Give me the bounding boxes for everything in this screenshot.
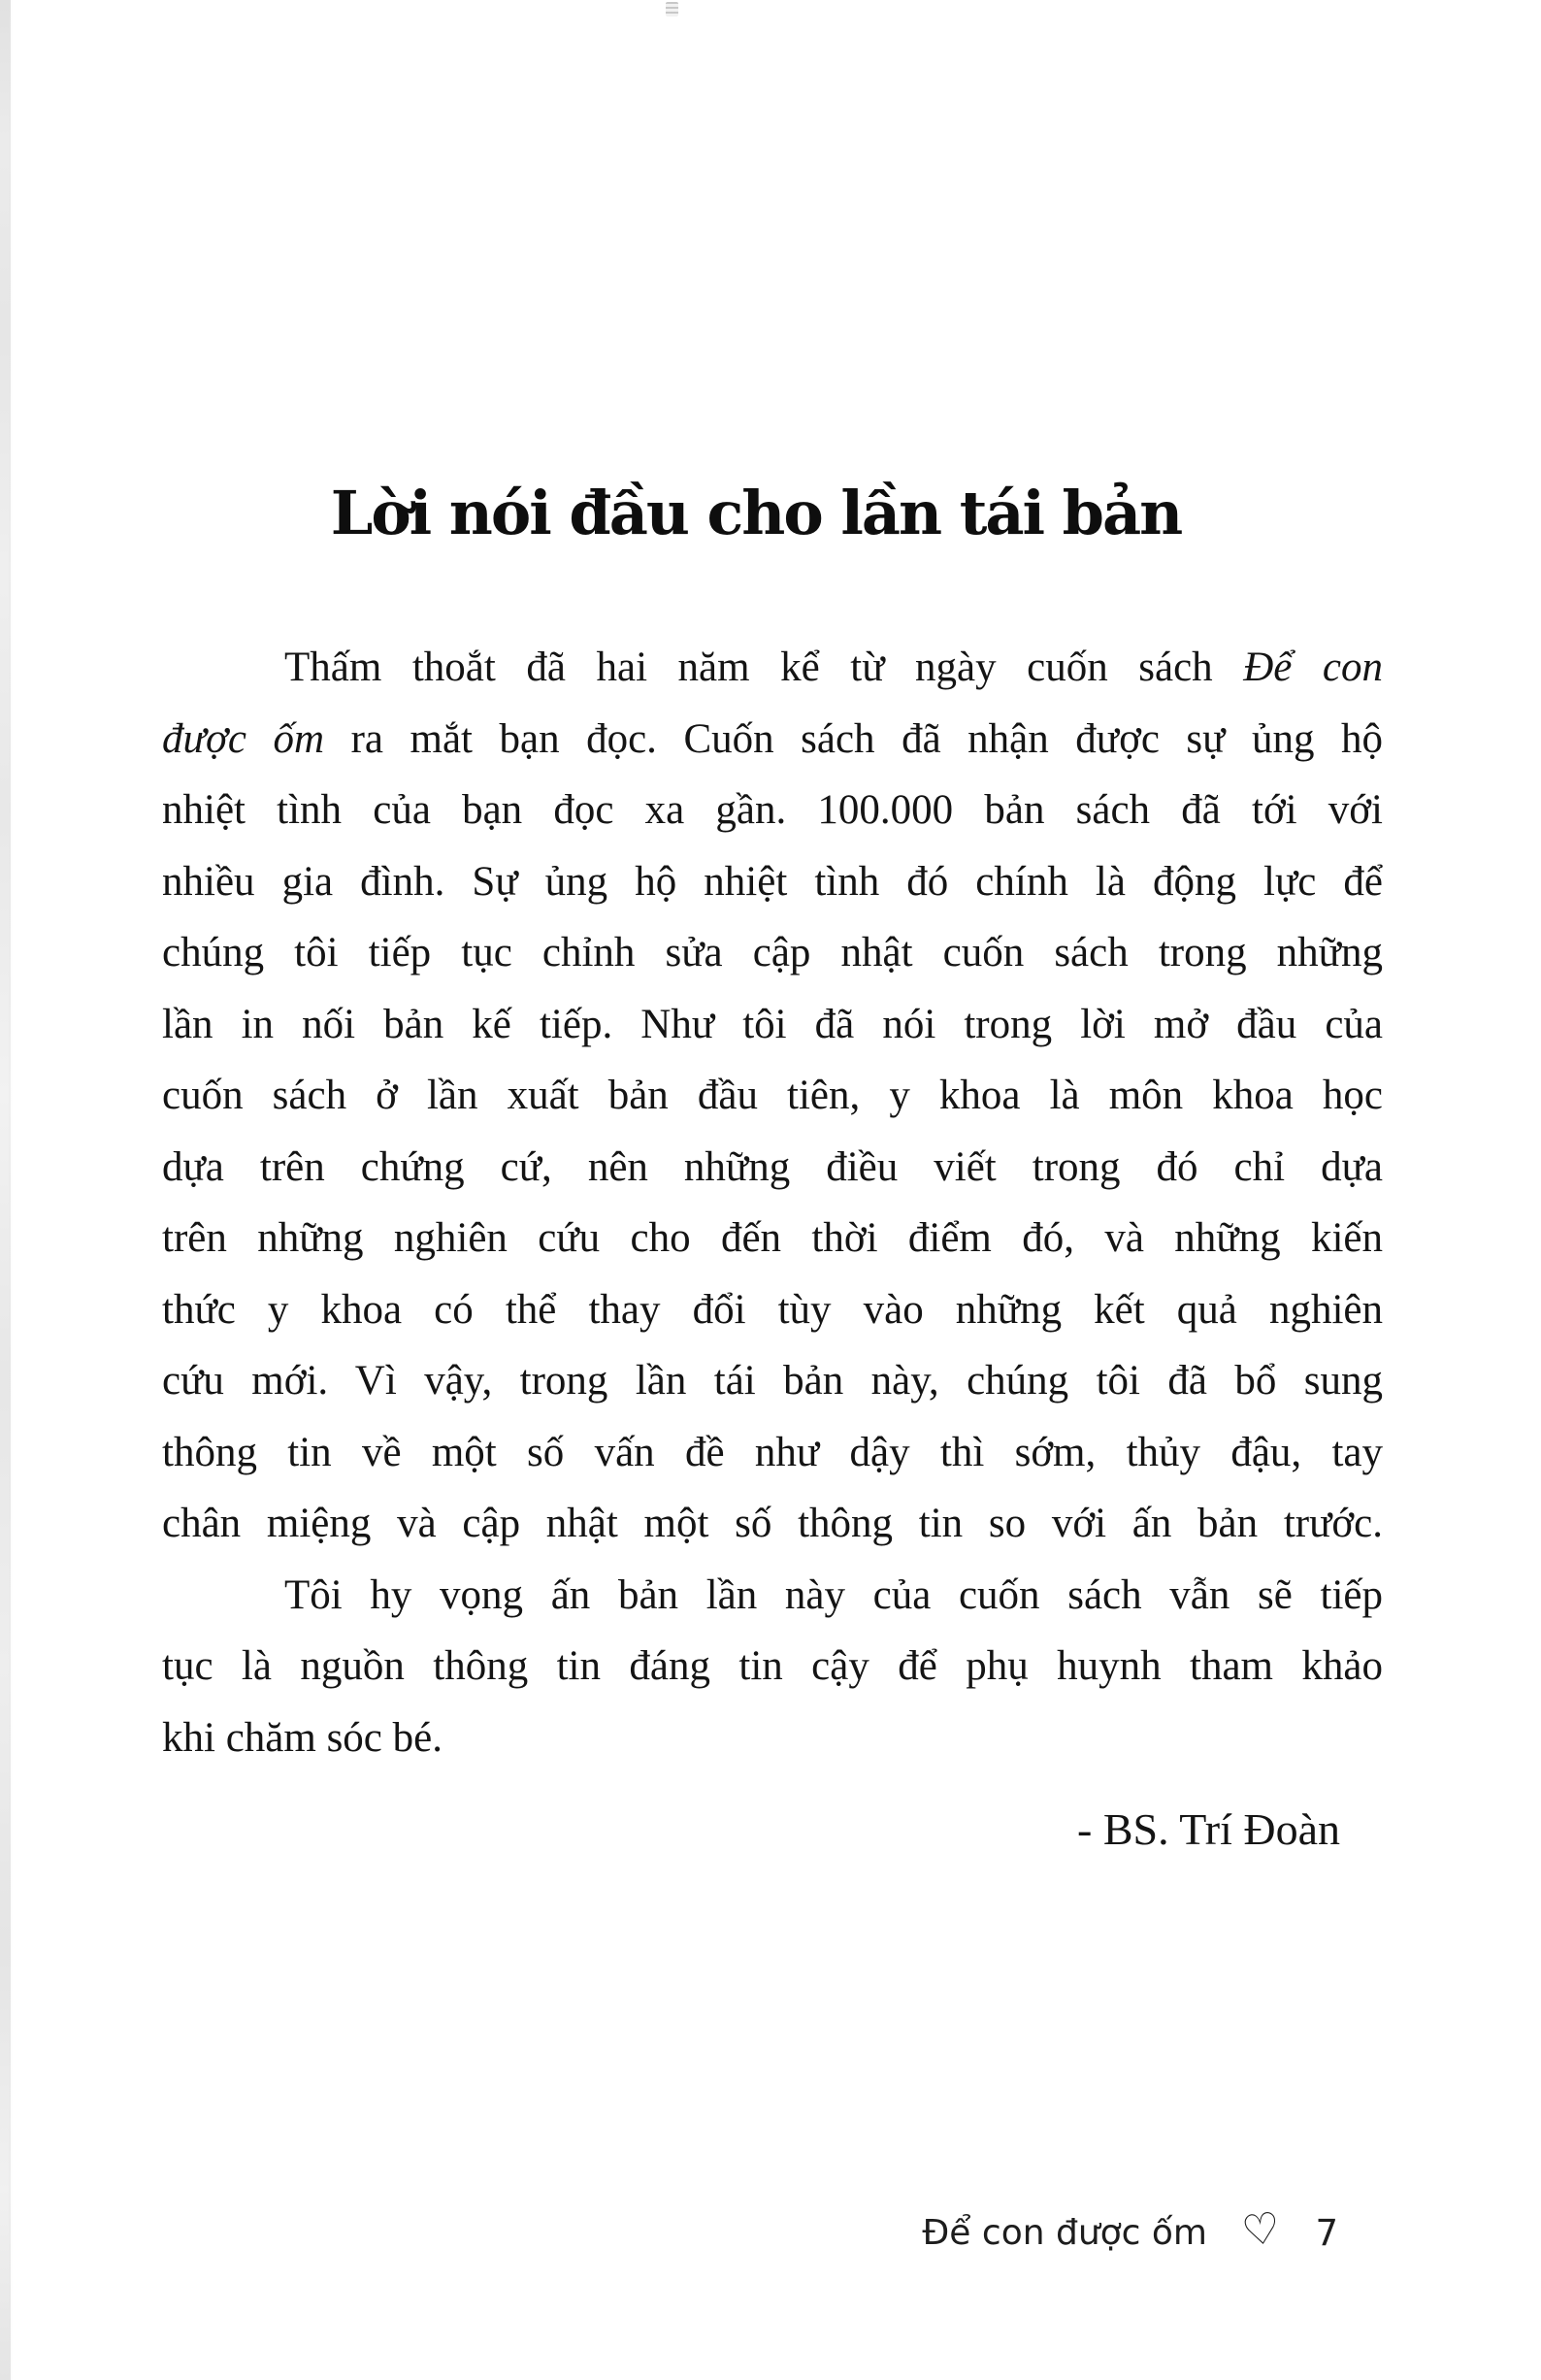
scan-smudge bbox=[666, 2, 678, 17]
text-line: trên những nghiên cứu cho đến thời điểm đó, và những kiến bbox=[162, 1215, 1383, 1261]
text-line: nhiều gia đình. Sự ủng hộ nhiệt tình đó chính là động lực để bbox=[162, 858, 1383, 905]
page-number: 7 bbox=[1315, 2211, 1339, 2254]
text-line: chúng tôi tiếp tục chỉnh sửa cập nhật cuốn sách trong những bbox=[162, 930, 1383, 975]
body-text bbox=[162, 632, 1383, 1773]
author-signature: - BS. Trí Đoàn bbox=[1077, 1804, 1340, 1854]
text-line: khi chăm sóc bé. bbox=[162, 1714, 443, 1761]
text-line: được ốm ra mắt bạn đọc. Cuốn sách đã nhận được sự ủng hộ bbox=[162, 715, 1383, 762]
text-line: nhiệt tình của bạn đọc xa gần. 100.000 bản sách đã tới với bbox=[162, 787, 1383, 833]
heart-icon: ♡ bbox=[1238, 2202, 1284, 2258]
text-line: chân miệng và cập nhật một số thông tin so với ấn bản trước. bbox=[162, 1501, 1383, 1546]
text-line: thông tin về một số vấn đề như dậy thì sớm, thủy đậu, tay bbox=[162, 1429, 1383, 1475]
text-line: tục là nguồn thông tin đáng tin cậy để phụ huynh tham khảo bbox=[162, 1643, 1383, 1689]
text-line: lần in nối bản kế tiếp. Như tôi đã nói trong lời mở đầu của bbox=[162, 1001, 1383, 1047]
page-footer bbox=[922, 2202, 1339, 2258]
page-title: Lời nói đầu cho lần tái bản bbox=[330, 477, 1182, 548]
footer-book-title: Để con được ốm bbox=[922, 2212, 1207, 2253]
scan-edge-artifact bbox=[0, 0, 11, 2380]
text-line: Thấm thoắt đã hai năm kể từ ngày cuốn sách Để con bbox=[284, 645, 1383, 690]
text-line: dựa trên chứng cứ, nên những điều viết trong đó chỉ dựa bbox=[162, 1143, 1383, 1190]
text-line: cứu mới. Vì vậy, trong lần tái bản này, chúng tôi đã bổ sung bbox=[162, 1358, 1383, 1404]
text-line: cuốn sách ở lần xuất bản đầu tiên, y khoa là môn khoa học bbox=[162, 1073, 1383, 1118]
text-line: Tôi hy vọng ấn bản lần này của cuốn sách vẫn sẽ tiếp bbox=[284, 1571, 1383, 1618]
text-line: thức y khoa có thể thay đổi tùy vào những kết quả nghiên bbox=[162, 1286, 1383, 1333]
